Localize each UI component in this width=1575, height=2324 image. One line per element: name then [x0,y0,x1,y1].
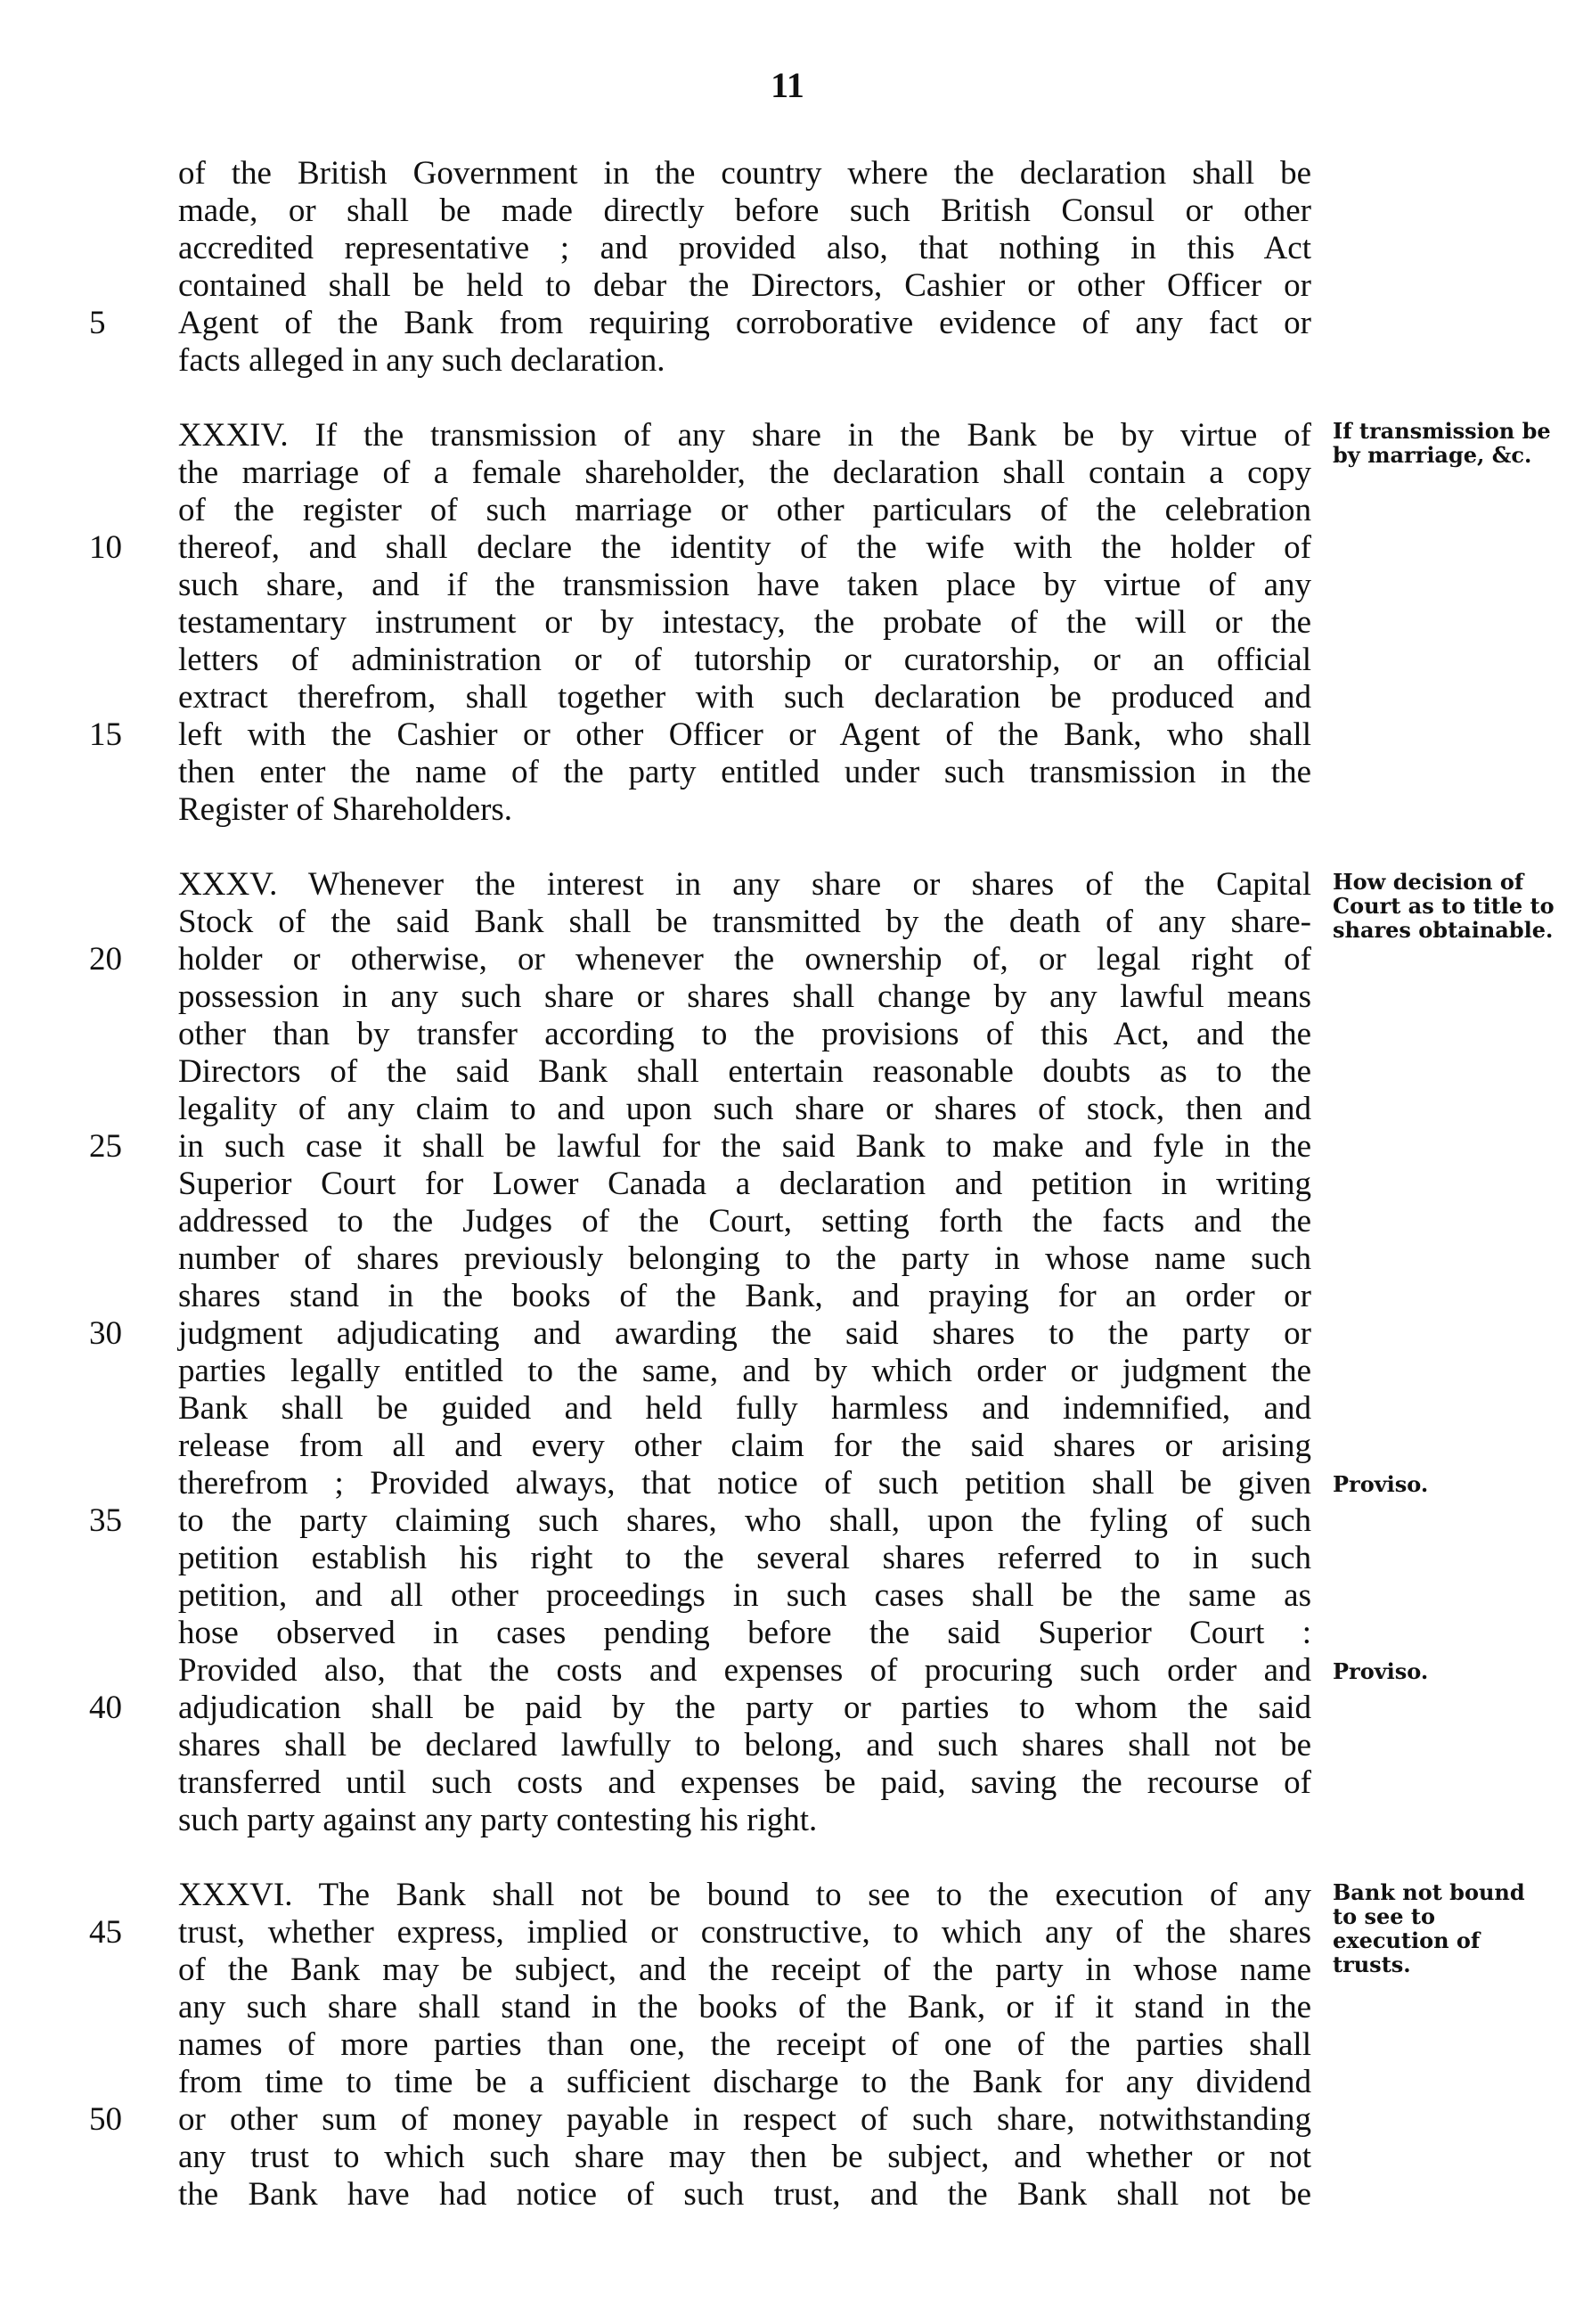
body-line: Provided also, that the costs and expenses of procuring such order and [178,1652,1311,1689]
margin-note: Proviso. [1333,1658,1429,1684]
page-number: 11 [771,65,804,105]
body-line: from time to time be a sufficient discharge to the Bank for any dividend [178,2064,1311,2100]
body-line: contained shall be held to debar the Directors, Cashier or other Officer or [178,267,1311,304]
margin-note: How decision of Court as to title to shares obtainable. [1333,869,1555,943]
body-line: hose observed in cases pending before the said Superior Court : [178,1615,1311,1651]
body-line: adjudication shall be paid by the party or parties to whom the said [178,1690,1311,1726]
body-line: Stock of the said Bank shall be transmitted by the death of any share- [178,904,1311,940]
body-line: or other sum of money payable in respect of such share, notwithstanding [178,2101,1311,2138]
body-line: of the Bank may be subject, and the receipt of the party in whose name [178,1952,1311,1988]
body-line: parties legally entitled to the same, and by which order or judgment the [178,1353,1311,1389]
line-number: 30 [89,1315,122,1352]
section-heading-line: XXXVI. The Bank shall not be bound to see to the execution of any [178,1877,1311,1913]
line-number: 10 [89,529,122,566]
line-number: 35 [89,1502,122,1539]
body-line: letters of administration or of tutorship or curatorship, or an official [178,642,1311,678]
margin-note: Bank not bound to see to execution of trusts. [1333,1879,1525,1977]
body-line: shares shall be declared lawfully to belong, and such shares shall not be [178,1727,1311,1763]
body-line: judgment adjudicating and awarding the said shares to the party or [178,1315,1311,1352]
body-line: accredited representative ; and provided also, that nothing in this Act [178,230,1311,266]
body-line: holder or otherwise, or whenever the ownership of, or legal right of [178,941,1311,978]
body-line: Register of Shareholders. [178,791,513,828]
line-number: 45 [89,1914,122,1951]
line-number: 20 [89,941,122,978]
body-line: petition, and all other proceedings in such cases shall be the same as [178,1577,1311,1614]
body-line: extract therefrom, shall together with such declaration be produced and [178,679,1311,716]
line-number: 40 [89,1690,122,1726]
body-line: petition establish his right to the several shares referred to in such [178,1540,1311,1576]
body-line: other than by transfer according to the provisions of this Act, and the [178,1016,1311,1052]
body-line: left with the Cashier or other Officer or Agent of the Bank, who shall [178,716,1311,753]
section-heading-line: XXXV. Whenever the interest in any share or shares of the Capital [178,866,1311,903]
body-line: such share, and if the transmission have taken place by virtue of any [178,567,1311,603]
body-line: Superior Court for Lower Canada a declaration and petition in writing [178,1166,1311,1202]
body-line: possession in any such share or shares shall change by any lawful means [178,978,1311,1015]
body-line: therefrom ; Provided always, that notice of such petition shall be given [178,1465,1311,1502]
body-line: transferred until such costs and expenses be paid, saving the recourse of [178,1764,1311,1801]
body-line: the marriage of a female shareholder, the declaration shall contain a copy [178,454,1311,491]
body-line: number of shares previously belonging to the party in whose name such [178,1240,1311,1277]
body-line: testamentary instrument or by intestacy, the probate of the will or the [178,604,1311,641]
body-line: any such share shall stand in the books of the Bank, or if it stand in the [178,1989,1311,2025]
body-line: of the register of such marriage or other particulars of the celebration [178,492,1311,528]
body-line: any trust to which such share may then be subject, and whether or not [178,2139,1311,2175]
line-number: 15 [89,716,122,753]
body-line: made, or shall be made directly before such British Consul or other [178,192,1311,229]
body-line: of the British Government in the country where the declaration shall be [178,155,1311,192]
body-line: release from all and every other claim for the said shares or arising [178,1428,1311,1464]
body-line: trust, whether express, implied or constructive, to which any of the shares [178,1914,1311,1951]
body-line: names of more parties than one, the receipt of one of the parties shall [178,2026,1311,2063]
section-heading-line: XXXIV. If the transmission of any share in the Bank be by virtue of [178,417,1311,454]
body-line: facts alleged in any such declaration. [178,342,665,379]
body-line: Bank shall be guided and held fully harmless and indemnified, and [178,1390,1311,1427]
margin-note: If transmission be by marriage, &c. [1333,418,1551,468]
body-line: shares stand in the books of the Bank, and praying for an order or [178,1278,1311,1314]
body-line: such party against any party contesting his right. [178,1802,818,1838]
body-line: addressed to the Judges of the Court, setting forth the facts and the [178,1203,1311,1240]
body-line: thereof, and shall declare the identity of the wife with the holder of [178,529,1311,566]
body-line: in such case it shall be lawful for the said Bank to make and fyle in the [178,1128,1311,1165]
body-line: Agent of the Bank from requiring corroborative evidence of any fact or [178,305,1311,341]
body-line: the Bank have had notice of such trust, and the Bank shall not be [178,2176,1311,2213]
margin-note: Proviso. [1333,1471,1429,1497]
body-line: then enter the name of the party entitled under such transmission in the [178,754,1311,790]
line-number: 25 [89,1128,122,1165]
body-line: legality of any claim to and upon such share or shares of stock, then and [178,1091,1311,1127]
body-line: to the party claiming such shares, who shall, upon the fyling of such [178,1502,1311,1539]
body-line: Directors of the said Bank shall entertain reasonable doubts as to the [178,1053,1311,1090]
line-number: 50 [89,2101,122,2138]
line-number: 5 [89,305,106,341]
